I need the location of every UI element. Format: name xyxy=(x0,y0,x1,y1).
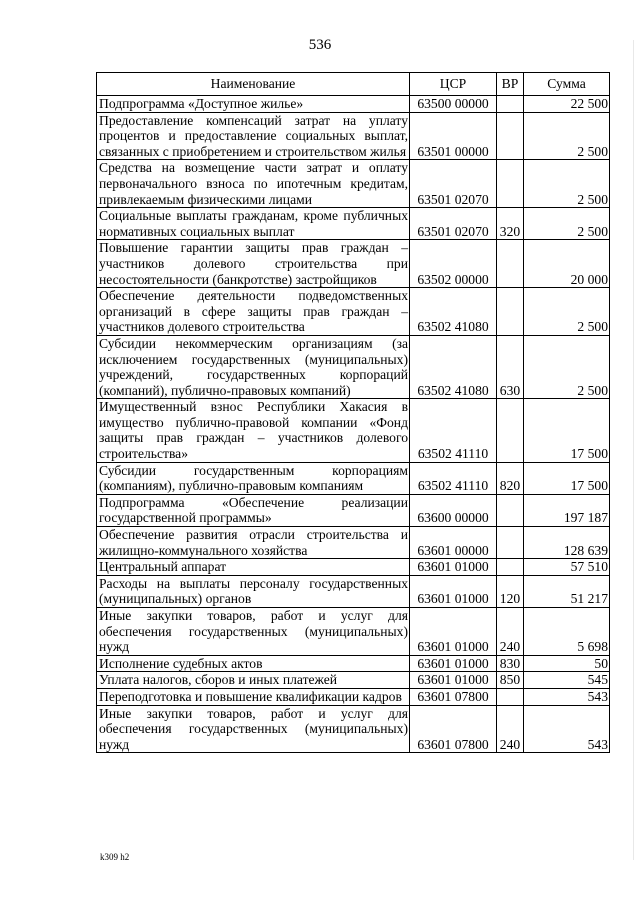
row-vr xyxy=(497,160,524,208)
row-vr: 120 xyxy=(497,575,524,607)
row-vr xyxy=(497,96,524,113)
row-name: Субсидии некоммерческим организациям (за исключением государственных (муниципальных) учреждений, государственных корпораций (компаний), публично-правовых компаний) xyxy=(97,335,410,398)
row-vr xyxy=(497,527,524,559)
row-sum: 17 500 xyxy=(524,462,610,494)
row-csr: 63600 00000 xyxy=(410,494,497,526)
table-row xyxy=(97,705,610,753)
row-name: Центральный аппарат xyxy=(97,559,410,576)
row-csr: 63601 01000 xyxy=(410,575,497,607)
row-csr: 63500 00000 xyxy=(410,96,497,113)
row-name: Подпрограмма «Доступное жилье» xyxy=(97,96,410,113)
row-sum: 543 xyxy=(524,705,610,753)
table-row xyxy=(97,288,610,336)
table-row xyxy=(97,462,610,494)
table-row xyxy=(97,335,610,398)
row-name: Исполнение судебных актов xyxy=(97,655,410,672)
row-vr: 830 xyxy=(497,655,524,672)
row-csr: 63601 07800 xyxy=(410,688,497,705)
table-row xyxy=(97,672,610,689)
row-sum: 545 xyxy=(524,672,610,689)
table-row xyxy=(97,112,610,160)
header-sum: Сумма xyxy=(524,73,610,96)
row-name: Имущественный взнос Республики Хакасия в имущество публично-правовой компании «Фонд защиты прав граждан – участников долевого строительства» xyxy=(97,399,410,462)
table-row xyxy=(97,399,610,462)
table-row xyxy=(97,208,610,240)
scan-edge-line xyxy=(633,40,634,860)
row-name: Иные закупки товаров, работ и услуг для обеспечения государственных (муниципальных) нужд xyxy=(97,705,410,753)
row-csr: 63601 01000 xyxy=(410,655,497,672)
table-row xyxy=(97,608,610,656)
header-row xyxy=(97,73,610,96)
row-csr: 63601 01000 xyxy=(410,608,497,656)
row-vr: 820 xyxy=(497,462,524,494)
table-row xyxy=(97,655,610,672)
table-row xyxy=(97,527,610,559)
row-vr xyxy=(497,288,524,336)
page-number: 536 xyxy=(308,37,332,53)
row-sum: 20 000 xyxy=(524,240,610,288)
header-csr: ЦСР xyxy=(410,73,497,96)
table-row xyxy=(97,559,610,576)
row-vr: 850 xyxy=(497,672,524,689)
row-csr: 63501 02070 xyxy=(410,208,497,240)
row-name: Повышение гарантии защиты прав граждан – участников долевого строительства при несостоятельности (банкротстве) застройщиков xyxy=(97,240,410,288)
row-name: Иные закупки товаров, работ и услуг для обеспечения государственных (муниципальных) нужд xyxy=(97,608,410,656)
row-sum: 197 187 xyxy=(524,494,610,526)
row-sum: 5 698 xyxy=(524,608,610,656)
table-row xyxy=(97,688,610,705)
row-vr: 240 xyxy=(497,608,524,656)
row-name: Подпрограмма «Обеспечение реализации государственной программы» xyxy=(97,494,410,526)
row-name: Обеспечение развития отрасли строительства и жилищно-коммунального хозяйства xyxy=(97,527,410,559)
row-name: Переподготовка и повышение квалификации кадров xyxy=(97,688,410,705)
row-vr xyxy=(497,494,524,526)
row-name: Расходы на выплаты персоналу государственных (муниципальных) органов xyxy=(97,575,410,607)
table-header xyxy=(97,73,610,96)
row-csr: 63601 01000 xyxy=(410,672,497,689)
table-row xyxy=(97,575,610,607)
table-row xyxy=(97,160,610,208)
row-csr: 63501 00000 xyxy=(410,112,497,160)
row-csr: 63501 02070 xyxy=(410,160,497,208)
row-sum: 50 xyxy=(524,655,610,672)
row-csr: 63502 41080 xyxy=(410,335,497,398)
row-sum: 22 500 xyxy=(524,96,610,113)
row-csr: 63601 01000 xyxy=(410,559,497,576)
table-row xyxy=(97,240,610,288)
row-vr xyxy=(497,240,524,288)
row-sum: 2 500 xyxy=(524,208,610,240)
row-sum: 543 xyxy=(524,688,610,705)
row-name: Социальные выплаты гражданам, кроме публичных нормативных социальных выплат xyxy=(97,208,410,240)
row-csr: 63502 41110 xyxy=(410,462,497,494)
table-row xyxy=(97,494,610,526)
header-name: Наименование xyxy=(97,73,410,96)
row-sum: 57 510 xyxy=(524,559,610,576)
row-csr: 63502 41080 xyxy=(410,288,497,336)
row-vr xyxy=(497,559,524,576)
row-csr: 63502 00000 xyxy=(410,240,497,288)
row-name: Уплата налогов, сборов и иных платежей xyxy=(97,672,410,689)
row-sum: 17 500 xyxy=(524,399,610,462)
budget-table xyxy=(96,72,610,753)
row-vr xyxy=(497,112,524,160)
row-sum: 2 500 xyxy=(524,288,610,336)
row-vr: 240 xyxy=(497,705,524,753)
row-sum: 2 500 xyxy=(524,335,610,398)
row-sum: 2 500 xyxy=(524,160,610,208)
row-csr: 63601 07800 xyxy=(410,705,497,753)
row-name: Субсидии государственным корпорациям (компаниям), публично-правовым компаниям xyxy=(97,462,410,494)
row-vr: 630 xyxy=(497,335,524,398)
row-vr: 320 xyxy=(497,208,524,240)
row-sum: 128 639 xyxy=(524,527,610,559)
document-code: k309 h2 xyxy=(100,852,130,862)
table-row xyxy=(97,96,610,113)
row-vr xyxy=(497,399,524,462)
row-vr xyxy=(497,688,524,705)
header-vr: ВР xyxy=(497,73,524,96)
row-sum: 2 500 xyxy=(524,112,610,160)
row-csr: 63601 00000 xyxy=(410,527,497,559)
row-name: Предоставление компенсаций затрат на уплату процентов и предоставление социальных выплат, связанных с приобретением и строительством жилья xyxy=(97,112,410,160)
row-csr: 63502 41110 xyxy=(410,399,497,462)
row-name: Обеспечение деятельности подведомственных организаций в сфере защиты прав граждан – участников долевого строительства xyxy=(97,288,410,336)
row-sum: 51 217 xyxy=(524,575,610,607)
row-name: Средства на возмещение части затрат и оплату первоначального взноса по ипотечным кредитам, привлекаемым физическими лицами xyxy=(97,160,410,208)
